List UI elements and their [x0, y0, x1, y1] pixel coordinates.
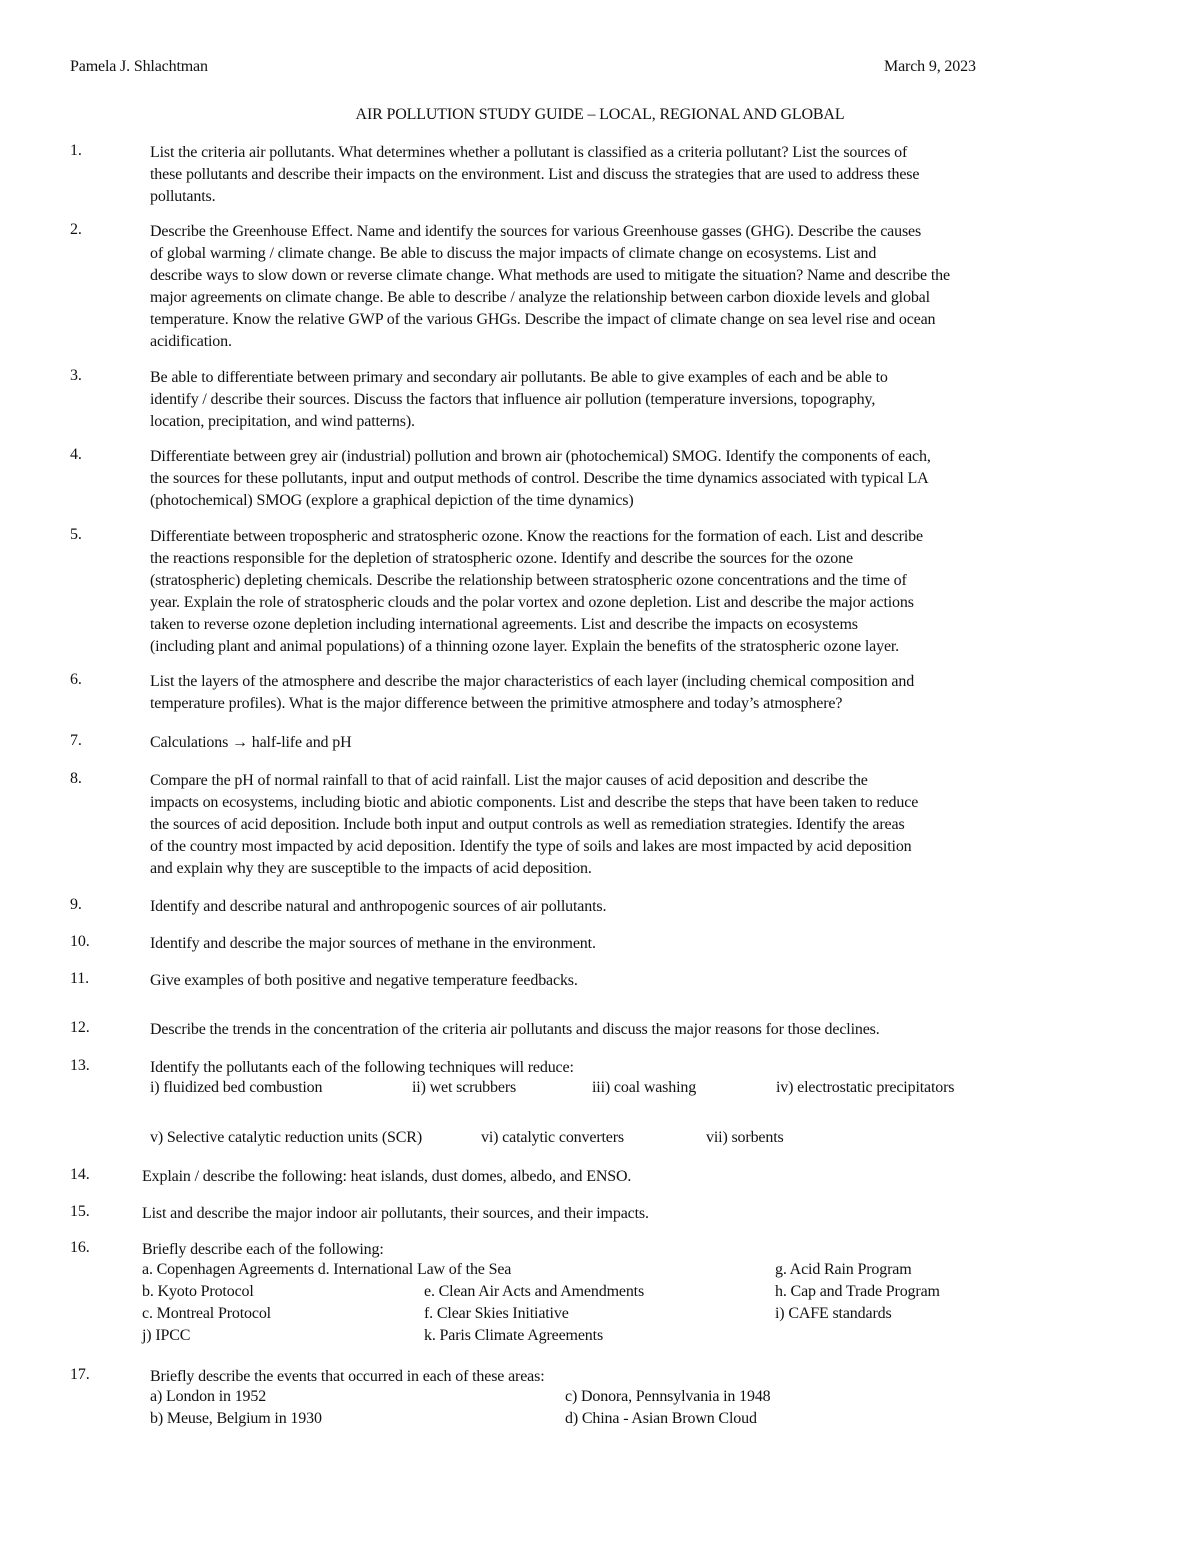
text-line: Differentiate between grey air (industrial) pollution and brown air (photochemical) SMOG. Identify the components of each, — [150, 448, 931, 465]
text-line: describe ways to slow down or reverse climate change. What methods are used to mitigate the situation? Name and describe the — [150, 267, 950, 284]
agreement-item: k. Paris Climate Agreements — [424, 1327, 604, 1344]
text-line: pollutants. — [150, 188, 216, 205]
event-item: c) Donora, Pennsylvania in 1948 — [565, 1388, 771, 1405]
agreement-item: h. Cap and Trade Program — [775, 1283, 940, 1300]
technique-item: i) fluidized bed combustion — [150, 1079, 323, 1096]
text-line: the sources of acid deposition. Include both input and output controls as well as remediation strategies. Identify the areas — [150, 816, 905, 833]
text-line: List the criteria air pollutants. What determines whether a pollutant is classified as a criteria pollutant? List the sources of — [150, 144, 908, 161]
agreement-item: c. Montreal Protocol — [142, 1305, 271, 1322]
text-line: Compare the pH of normal rainfall to that of acid rainfall. List the major causes of acid deposition and describe the — [150, 772, 868, 789]
technique-item: ii) wet scrubbers — [412, 1079, 517, 1096]
question-number: 8. — [70, 770, 82, 787]
text-line: major agreements on climate change. Be able to describe / analyze the relationship between carbon dioxide levels and global — [150, 289, 930, 306]
text-line: (photochemical) SMOG (explore a graphical depiction of the time dynamics) — [150, 492, 634, 509]
event-item: d) China - Asian Brown Cloud — [565, 1410, 757, 1427]
text-line: Identify and describe natural and anthropogenic sources of air pollutants. — [150, 898, 607, 915]
technique-item: iii) coal washing — [592, 1079, 697, 1096]
question-number: 1. — [70, 142, 82, 159]
question-number: 4. — [70, 446, 82, 463]
text-line: of global warming / climate change. Be able to discuss the major impacts of climate change on ecosystems. List and — [150, 245, 877, 262]
question-number: 15. — [70, 1203, 90, 1220]
events-grid — [150, 1388, 1135, 1432]
question-text — [150, 770, 1135, 880]
agreement-item: i) CAFE standards — [775, 1305, 892, 1322]
question-number: 9. — [70, 896, 82, 913]
text-line: (including plant and animal populations) of a thinning ozone layer. Explain the benefits of the stratospheric ozone layer. — [150, 638, 900, 655]
text-line: Be able to differentiate between primary and secondary air pollutants. Be able to give examples of each and be able to — [150, 369, 888, 386]
question-text — [150, 896, 1135, 918]
question-number: 6. — [70, 671, 82, 688]
text-line: Describe the trends in the concentration of the criteria air pollutants and discuss the major reasons for those declines. — [150, 1021, 880, 1038]
agreements-grid — [142, 1261, 1135, 1349]
question-text — [150, 732, 1135, 754]
text-line: the reactions responsible for the depletion of stratospheric ozone. Identify and describe the sources for the ozone — [150, 550, 853, 567]
question-number: 11. — [70, 970, 89, 987]
agreement-item: a. Copenhagen Agreements d. International Law of the Sea — [142, 1261, 512, 1278]
question-text — [150, 1366, 1135, 1388]
question-text — [142, 1239, 1127, 1261]
text-line: List and describe the major indoor air pollutants, their sources, and their impacts. — [142, 1205, 649, 1222]
text-line: Calculations → half-life and pH — [150, 734, 352, 751]
author-name: Pamela J. Shlachtman — [70, 58, 208, 75]
question-number: 10. — [70, 933, 90, 950]
technique-item: vi) catalytic converters — [481, 1129, 624, 1146]
question-text — [150, 1019, 1135, 1041]
question-text — [150, 671, 1135, 715]
text-line: Describe the Greenhouse Effect. Name and identify the sources for various Greenhouse gasses (GHG). Describe the causes — [150, 223, 922, 240]
text-line: taken to reverse ozone depletion including international agreements. List and describe the impacts on ecosystems — [150, 616, 858, 633]
text-line: acidification. — [150, 333, 232, 350]
question-number: 16. — [70, 1239, 90, 1256]
question-text — [142, 1166, 1127, 1188]
question-number: 17. — [70, 1366, 90, 1383]
event-item: b) Meuse, Belgium in 1930 — [150, 1410, 322, 1427]
text-line: year. Explain the role of stratospheric clouds and the polar vortex and ozone depletion. List and describe the major actions — [150, 594, 914, 611]
text-line: Explain / describe the following: heat islands, dust domes, albedo, and ENSO. — [142, 1168, 632, 1185]
question-text — [150, 142, 1135, 208]
question-number: 12. — [70, 1019, 90, 1036]
text-line: impacts on ecosystems, including biotic and abiotic components. List and describe the steps that have been taken to reduce — [150, 794, 919, 811]
text-line: Briefly describe each of the following: — [142, 1241, 384, 1258]
text-line: Identify the pollutants each of the following techniques will reduce: — [150, 1059, 574, 1076]
question-text — [150, 367, 1135, 433]
question-text — [150, 970, 1135, 992]
question-number: 14. — [70, 1166, 90, 1183]
text-line: temperature. Know the relative GWP of the various GHGs. Describe the impact of climate change on sea level rise and ocean — [150, 311, 936, 328]
techniques-row-1 — [150, 1079, 1135, 1101]
text-line: List the layers of the atmosphere and describe the major characteristics of each layer (including chemical composition and — [150, 673, 915, 690]
question-text — [150, 1057, 1135, 1079]
agreement-item: g. Acid Rain Program — [775, 1261, 912, 1278]
text-line: of the country most impacted by acid deposition. Identify the type of soils and lakes are most impacted by acid deposition — [150, 838, 912, 855]
question-number: 3. — [70, 367, 82, 384]
technique-item: iv) electrostatic precipitators — [776, 1079, 955, 1096]
agreement-item: b. Kyoto Protocol — [142, 1283, 254, 1300]
question-text — [150, 526, 1135, 658]
text-line: and explain why they are susceptible to the impacts of acid deposition. — [150, 860, 592, 877]
technique-item: v) Selective catalytic reduction units (SCR) — [150, 1129, 422, 1146]
agreement-item: f. Clear Skies Initiative — [424, 1305, 569, 1322]
text-line: Differentiate between tropospheric and stratospheric ozone. Know the reactions for the formation of each. List and describe — [150, 528, 923, 545]
question-number: 5. — [70, 526, 82, 543]
technique-item: vii) sorbents — [706, 1129, 784, 1146]
text-line: (stratospheric) depleting chemicals. Describe the relationship between stratospheric ozone concentrations and the time of — [150, 572, 907, 589]
document-date: March 9, 2023 — [884, 58, 976, 75]
question-text — [150, 446, 1135, 512]
question-text — [150, 221, 1135, 353]
question-number: 13. — [70, 1057, 90, 1074]
text-line: these pollutants and describe their impacts on the environment. List and discuss the strategies that are used to address these — [150, 166, 920, 183]
text-line: the sources for these pollutants, input and output methods of control. Describe the time dynamics associated with typical LA — [150, 470, 929, 487]
event-item: a) London in 1952 — [150, 1388, 267, 1405]
question-text — [150, 933, 1135, 955]
question-text — [142, 1203, 1127, 1225]
techniques-row-2 — [150, 1129, 1135, 1151]
agreement-item: e. Clean Air Acts and Amendments — [424, 1283, 645, 1300]
text-line: location, precipitation, and wind patterns). — [150, 413, 415, 430]
text-line: identify / describe their sources. Discuss the factors that influence air pollution (temperature inversions, topography, — [150, 391, 876, 408]
question-number: 7. — [70, 732, 82, 749]
text-line: Identify and describe the major sources of methane in the environment. — [150, 935, 596, 952]
question-number: 2. — [70, 221, 82, 238]
page-title: AIR POLLUTION STUDY GUIDE – LOCAL, REGIONAL AND GLOBAL — [355, 106, 845, 123]
text-line: temperature profiles). What is the major difference between the primitive atmosphere and today’s atmosphere? — [150, 695, 843, 712]
text-line: Give examples of both positive and negative temperature feedbacks. — [150, 972, 578, 989]
agreement-item: j) IPCC — [142, 1327, 191, 1344]
text-line: Briefly describe the events that occurred in each of these areas: — [150, 1368, 545, 1385]
